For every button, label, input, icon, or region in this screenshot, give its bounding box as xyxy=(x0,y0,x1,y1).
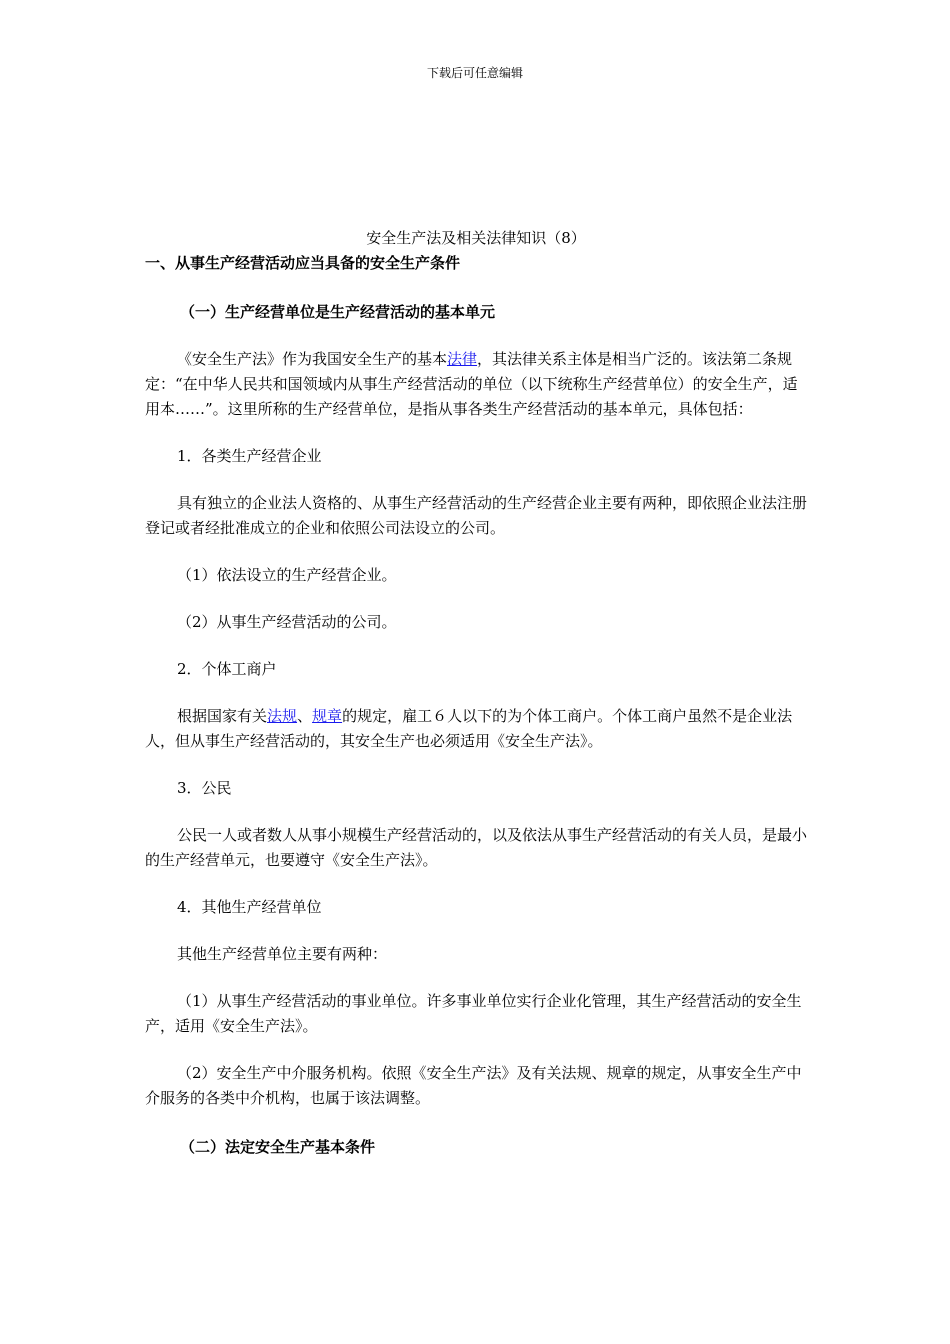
paragraph-3-text-b: 的规定，雇工６人以下的为个体工商户。个体工商户虽然不是企业法人，但从事生产经营活动的，其安全生产也必须适用《安全生产法》。 xyxy=(145,707,793,750)
paragraph-3-text-a: 根据国家有关 xyxy=(177,707,268,725)
link-law[interactable]: 法律 xyxy=(447,350,478,368)
paragraph-1 xyxy=(145,347,807,422)
document-title: 安全生产法及相关法律知识（8） xyxy=(366,229,586,247)
paragraph-1-text-a: 《安全生产法》作为我国安全生产的基本 xyxy=(177,350,448,368)
paragraph-1-text-b: ，其法律关系主体是相当广泛的。该法第二条规定：“在中华人民共和国领域内从事生产经营活动的单位（以下统称生产经营单位）的安全生产，适用本……”。这里所称的生产经营单位，是指从事各类生产经营活动的基本单元，具体包括： xyxy=(145,350,798,418)
link-regulations[interactable]: 法规 xyxy=(267,707,298,725)
section-heading-1: 一、从事生产经营活动应当具备的安全生产条件 xyxy=(145,254,461,272)
item-1: 1．各类生产经营企业 xyxy=(177,447,322,465)
item-3: 3．公民 xyxy=(177,779,232,797)
page-header: 下载后可任意编辑 xyxy=(426,66,523,80)
subsection-heading-2: （二）法定安全生产基本条件 xyxy=(180,1138,376,1156)
item-4: 4．其他生产经营单位 xyxy=(177,898,322,916)
paragraph-4: 公民一人或者数人从事小规模生产经营活动的，以及依法从事生产经营活动的有关人员，是最小的生产经营单元，也要遵守《安全生产法》。 xyxy=(145,826,808,869)
paragraph-3 xyxy=(145,704,807,754)
sub-item-2: （2）从事生产经营活动的公司。 xyxy=(177,613,397,631)
document-body xyxy=(145,226,807,1160)
subsection-heading-1: （一）生产经营单位是生产经营活动的基本单元 xyxy=(180,303,496,321)
paragraph-2: 具有独立的企业法人资格的、从事生产经营活动的生产经营企业主要有两种，即依照企业法注册登记或者经批准成立的企业和依照公司法设立的公司。 xyxy=(145,494,808,537)
paragraph-6: （1）从事生产经营活动的事业单位。许多事业单位实行企业化管理，其生产经营活动的安全生产，适用《安全生产法》。 xyxy=(145,992,802,1035)
item-2: 2．个体工商户 xyxy=(177,660,277,678)
link-rules[interactable]: 规章 xyxy=(312,707,343,725)
paragraph-3-separator: 、 xyxy=(297,707,313,725)
paragraph-7: （2）安全生产中介服务机构。依照《安全生产法》及有关法规、规章的规定，从事安全生产中介服务的各类中介机构，也属于该法调整。 xyxy=(145,1064,802,1107)
paragraph-5: 其他生产经营单位主要有两种： xyxy=(177,945,388,963)
sub-item-1: （1）依法设立的生产经营企业。 xyxy=(177,566,397,584)
